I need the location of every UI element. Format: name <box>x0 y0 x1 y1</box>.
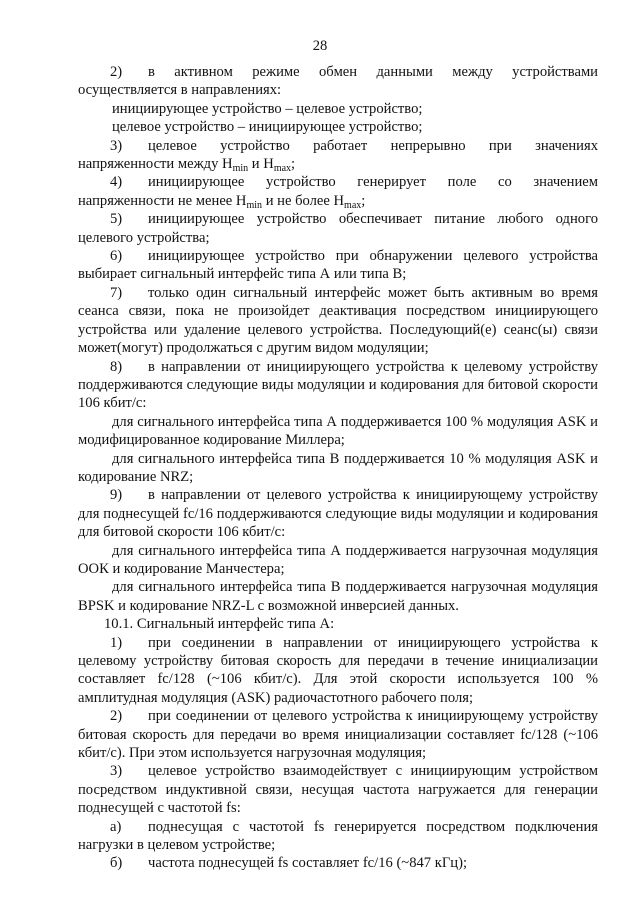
document-body <box>78 63 598 873</box>
item-text: только один сигнальный интерфейс может быть активным во время сеанса связи, пока не произойдет деактивация посредством инициирующего устройства или удаление целевого устройства. Последующий(е) сеанс(ы) связи может(могут) продолжаться с другим видом модуляции; <box>78 284 598 357</box>
list-item <box>78 578 598 615</box>
item-text: инициирующее устройство – целевое устройство; <box>112 100 423 117</box>
item-text: в направлении от инициирующего устройства к целевому устройству поддерживаются следующие виды модуляции и кодирования для битовой скорости 106 кбит/с: <box>78 358 598 412</box>
item-number: 6) <box>110 248 123 265</box>
item-text: в направлении от целевого устройства к инициирующему устройству для поднесущей fc/16 поддерживаются следующие виды модуляции и кодирования для битовой скорости 106 кбит/с: <box>78 487 598 541</box>
list-item <box>78 63 598 100</box>
item-text: поднесущая с частотой fs генерируется посредством подключения нагрузки в целевом устройстве; <box>78 818 598 854</box>
section-heading <box>78 615 598 633</box>
list-item <box>78 118 598 136</box>
subscript-min: min <box>232 163 249 175</box>
item-text: инициирующее устройство обеспечивает питание любого одного целевого устройства; <box>78 211 598 246</box>
subscript-max: max <box>344 199 362 211</box>
list-item <box>78 284 598 358</box>
list-item <box>78 413 598 450</box>
item-text-mid: и не более H <box>262 192 345 209</box>
item-text-mid: и H <box>248 156 274 173</box>
subscript-min: min <box>246 199 263 211</box>
list-item <box>78 247 598 284</box>
item-text: инициирующее устройство генерирует поле со значением напряженности не менее H <box>78 174 598 209</box>
item-text: для сигнального интерфейса типа В поддерживается 10 % модуляция ASK и кодирование NRZ; <box>78 450 598 485</box>
item-number: а) <box>110 818 122 835</box>
list-item <box>78 100 598 118</box>
subscript-max: max <box>273 163 292 175</box>
list-item <box>78 173 598 210</box>
list-item <box>78 450 598 487</box>
item-text: при соединении от целевого устройства к инициирующему устройству битовая скорость для передачи во время инициализации составляет fc/128 (~106 кбит/с). При этом используется нагрузочная модуляция; <box>78 708 598 762</box>
page-number: 28 <box>312 38 328 54</box>
list-item <box>78 137 598 174</box>
item-text: целевое устройство – инициирующее устройство; <box>112 119 423 136</box>
item-number: 7) <box>110 284 123 301</box>
item-text: для сигнального интерфейса типа А поддерживается 100 % модуляция ASK и модифицированное кодирование Миллера; <box>78 413 598 449</box>
item-number: 2) <box>110 64 123 80</box>
item-text: для сигнального интерфейса типа В поддерживается нагрузочная модуляция BPSK и кодирование NRZ-L с возможной инверсией данных. <box>78 579 598 614</box>
list-item <box>78 818 598 855</box>
item-number: 3) <box>110 137 123 154</box>
heading-text: 10.1. Сигнальный интерфейс типа А: <box>104 616 335 633</box>
list-item <box>78 358 598 413</box>
list-item <box>78 486 598 541</box>
item-text: в активном режиме обмен данными между устройствами осуществляется в направлениях: <box>78 64 598 99</box>
list-item <box>78 210 598 247</box>
item-text-tail: ; <box>361 192 366 209</box>
item-number: 1) <box>110 634 123 651</box>
item-text: для сигнального интерфейса типа А поддерживается нагрузочная модуляция ООК и кодирование Манчестера; <box>78 542 598 577</box>
list-item <box>78 854 598 872</box>
item-number: 9) <box>110 487 123 504</box>
item-number: б) <box>110 855 123 872</box>
item-text: при соединении в направлении от инициирующего устройства к целевому устройству битовая скорость для передачи в течение инициализации составляет fc/128 (~106 кбит/с). Для этой скорости используется 100 % амплитудная модуляция (ASK) радиочастотного рабочего поля; <box>78 634 598 706</box>
item-number: 2) <box>110 708 123 725</box>
item-text: частота поднесущей fs составляет fc/16 (~847 кГц); <box>148 855 467 872</box>
list-item <box>78 542 598 579</box>
list-item <box>78 634 598 708</box>
item-number: 4) <box>110 174 123 191</box>
item-number: 3) <box>110 763 123 780</box>
item-text: инициирующее устройство при обнаружении целевого устройства выбирает сигнальный интерфейс типа А или типа В; <box>78 248 598 283</box>
item-text-tail: ; <box>291 156 296 173</box>
list-item <box>78 762 598 817</box>
item-text: целевое устройство работает непрерывно при значениях напряженности между H <box>78 137 598 173</box>
item-number: 8) <box>110 358 123 375</box>
item-number: 5) <box>110 211 123 228</box>
list-item <box>78 707 598 762</box>
item-text: целевое устройство взаимодействует с инициирующим устройством посредством индуктивной связи, несущая частота нагружается для генерации поднесущей с частотой fs: <box>78 763 598 817</box>
